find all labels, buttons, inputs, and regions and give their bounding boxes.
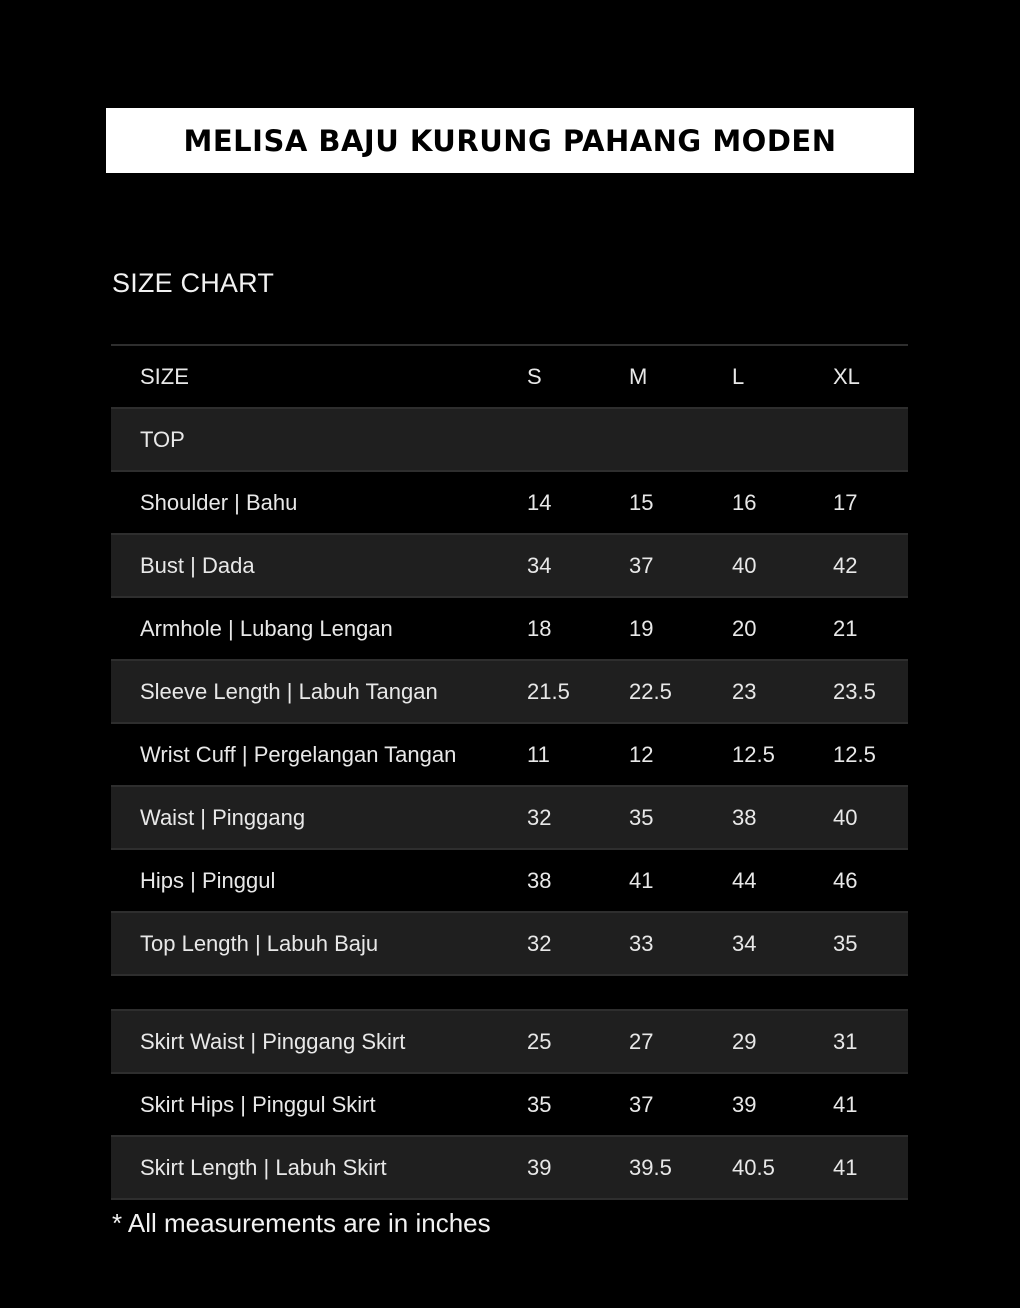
table-row-armhole (111, 598, 908, 661)
cell-s: 38 (527, 868, 552, 893)
cell-m: 19 (629, 616, 654, 641)
cell-xl: 23.5 (833, 679, 876, 704)
cell-m: 12 (629, 742, 654, 767)
table-row-bust (111, 535, 908, 598)
header-row (111, 346, 908, 409)
cell-l: 38 (732, 805, 757, 830)
table-row-waist (111, 787, 908, 850)
cell-l: 29 (732, 1029, 757, 1054)
cell-s: 18 (527, 616, 552, 641)
cell-l: 12.5 (732, 742, 775, 767)
cell-s: 35 (527, 1092, 552, 1117)
table-row-hips (111, 850, 908, 913)
cell-xl: 17 (833, 490, 858, 515)
title-banner (106, 108, 914, 173)
header-m: M (629, 364, 648, 389)
cell-m: 22.5 (629, 679, 672, 704)
table-row-wrist-cuff (111, 724, 908, 787)
table-row-sleeve-length (111, 661, 908, 724)
cell-l: 20 (732, 616, 757, 641)
table-row-skirt-hips (111, 1074, 908, 1137)
cell-m: 15 (629, 490, 654, 515)
cell-s: 21.5 (527, 679, 570, 704)
table-row-skirt-length (111, 1137, 908, 1200)
row-label: Sleeve Length | Labuh Tangan (140, 679, 438, 704)
cell-l: 40.5 (732, 1155, 775, 1180)
cell-l: 16 (732, 490, 757, 515)
cell-l: 44 (732, 868, 757, 893)
cell-m: 41 (629, 868, 654, 893)
cell-xl: 46 (833, 868, 858, 893)
cell-m: 33 (629, 931, 654, 956)
cell-s: 11 (527, 742, 550, 767)
cell-m: 35 (629, 805, 654, 830)
cell-l: 34 (732, 931, 757, 956)
cell-xl: 41 (833, 1155, 858, 1180)
row-label: Armhole | Lubang Lengan (140, 616, 393, 641)
cell-xl: 35 (833, 931, 858, 956)
section-label-top: TOP (140, 427, 185, 452)
header-s: S (527, 364, 542, 389)
cell-l: 39 (732, 1092, 757, 1117)
cell-s: 14 (527, 490, 552, 515)
table-row-shoulder (111, 472, 908, 535)
cell-xl: 21 (833, 616, 858, 641)
cell-xl: 41 (833, 1092, 858, 1117)
cell-s: 34 (527, 553, 552, 578)
row-label: Hips | Pinggul (140, 868, 276, 893)
cell-m: 37 (629, 1092, 654, 1117)
cell-l: 23 (732, 679, 757, 704)
row-label: Skirt Waist | Pinggang Skirt (140, 1029, 406, 1054)
cell-s: 32 (527, 805, 552, 830)
size-chart-heading: SIZE CHART (112, 268, 275, 298)
section-row-top (111, 409, 908, 472)
cell-m: 37 (629, 553, 654, 578)
row-label: Bust | Dada (140, 553, 255, 578)
cell-xl: 40 (833, 805, 858, 830)
row-label: Shoulder | Bahu (140, 490, 298, 515)
cell-s: 25 (527, 1029, 552, 1054)
measurement-footnote: * All measurements are in inches (112, 1208, 491, 1238)
cell-xl: 42 (833, 553, 858, 578)
cell-s: 39 (527, 1155, 552, 1180)
product-title: MELISA BAJU KURUNG PAHANG MODEN (183, 123, 837, 158)
cell-l: 40 (732, 553, 757, 578)
cell-m: 27 (629, 1029, 654, 1054)
row-label: Skirt Hips | Pinggul Skirt (140, 1092, 376, 1117)
table-row-top-length (111, 913, 908, 976)
row-label: Skirt Length | Labuh Skirt (140, 1155, 387, 1180)
row-label: Top Length | Labuh Baju (140, 931, 379, 956)
cell-xl: 12.5 (833, 742, 876, 767)
header-l: L (732, 364, 745, 389)
section-divider (111, 976, 908, 1011)
cell-m: 39.5 (629, 1155, 672, 1180)
size-chart-table (111, 344, 908, 1200)
header-xl: XL (833, 364, 860, 389)
row-label: Waist | Pinggang (140, 805, 306, 830)
table-row-skirt-waist (111, 1011, 908, 1074)
row-label: Wrist Cuff | Pergelangan Tangan (140, 742, 457, 767)
cell-s: 32 (527, 931, 552, 956)
header-size-label: SIZE (140, 364, 189, 389)
cell-xl: 31 (833, 1029, 858, 1054)
